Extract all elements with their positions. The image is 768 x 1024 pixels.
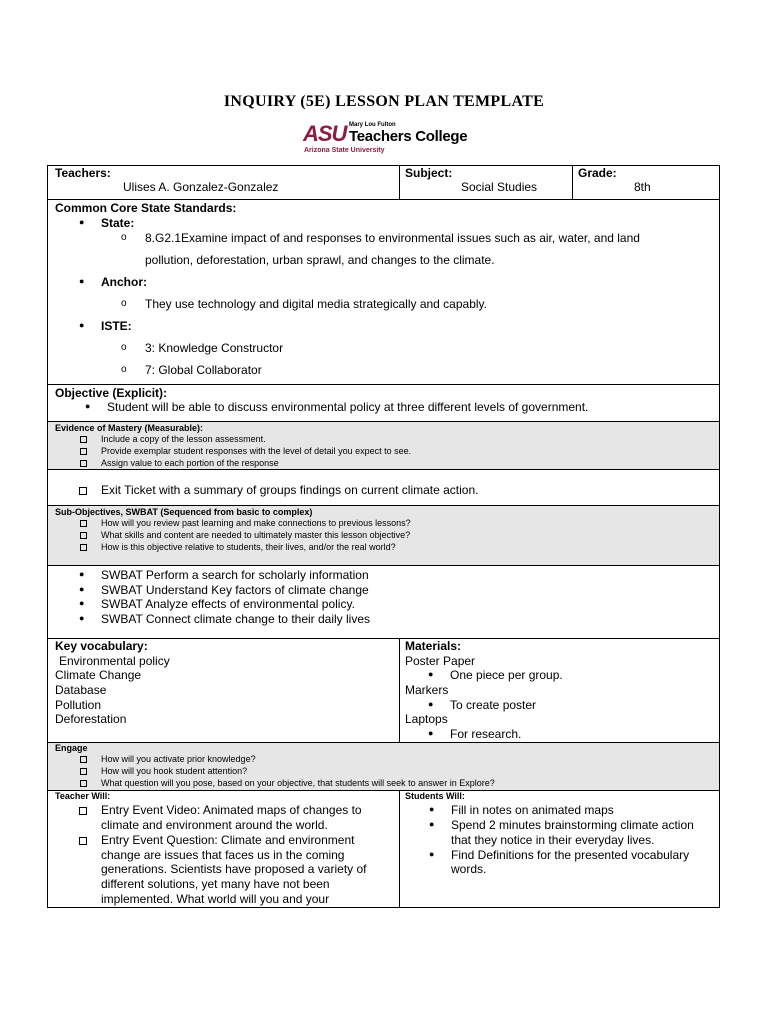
swbat-item: ● SWBAT Connect climate change to their daily lives	[101, 612, 370, 626]
engage-heading: Engage	[55, 743, 88, 753]
teacher-item-2-line2: change are issues that faces us in the coming	[101, 848, 345, 862]
logo-teachers-college: Teachers College	[349, 128, 468, 145]
material-poster-note: ● One piece per group.	[450, 668, 563, 682]
state-standard-line1: o 8.G2.1Examine impact of and responses to environmental issues such as air, water, and land	[145, 231, 640, 245]
iste-item: o 3: Knowledge Constructor	[145, 341, 283, 355]
state-standard-line2: pollution, deforestation, urban sprawl, and changes to the climate.	[145, 253, 495, 267]
teachers-value: Ulises A. Gonzalez-Gonzalez	[123, 180, 279, 194]
evidence-answer: Exit Ticket with a summary of groups findings on current climate action.	[101, 483, 479, 497]
engage-prompt: What question will you pose, based on your objective, that students will seek to answer in Explore?	[101, 778, 495, 788]
iste-item: o 7: Global Collaborator	[145, 363, 262, 377]
swbat-list	[47, 565, 720, 639]
objective-item: ● Student will be able to discuss environmental policy at three different levels of government.	[107, 400, 588, 414]
sub-objectives-heading: Sub-Objectives, SWBAT (Sequenced from basic to complex)	[55, 507, 313, 517]
logo-university-name: Arizona State University	[304, 147, 385, 154]
teacher-item-1-line2: climate and environment around the world.	[101, 818, 328, 832]
vocab-item: Pollution	[55, 698, 102, 712]
standards-section	[47, 199, 720, 385]
evidence-prompt: Provide exemplar student responses with the level of detail you expect to see.	[101, 446, 412, 456]
engage-activities-row	[47, 790, 720, 908]
objective-section	[47, 384, 720, 422]
swbat-item: ● SWBAT Understand Key factors of climate change	[101, 583, 369, 597]
state-label: ● State:	[101, 216, 134, 230]
teacher-will-label: Teacher Will:	[55, 791, 111, 801]
teacher-item-2-line1: Entry Event Question: Climate and environment	[101, 833, 355, 847]
teachers-label: Teachers:	[55, 166, 111, 180]
students-item-3-line2: words.	[451, 862, 487, 876]
swbat-item: ● SWBAT Perform a search for scholarly information	[101, 568, 369, 582]
materials-heading: Materials:	[405, 639, 462, 653]
material-laptops-note: ● For research.	[450, 727, 521, 741]
vocab-item: Environmental policy	[59, 654, 170, 668]
sub-objectives-prompt: How will you review past learning and make connections to previous lessons?	[101, 518, 411, 528]
grade-value: 8th	[634, 180, 651, 194]
students-item-1: ● Fill in notes on animated maps	[451, 803, 614, 817]
standards-heading: Common Core State Standards:	[55, 201, 237, 215]
evidence-prompt: Assign value to each portion of the response	[101, 458, 279, 468]
vocab-heading: Key vocabulary:	[55, 639, 148, 653]
evidence-answer-row	[47, 469, 720, 506]
iste-label: ● ISTE:	[101, 319, 132, 333]
vocab-item: Climate Change	[55, 668, 142, 682]
evidence-prompt: Include a copy of the lesson assessment.	[101, 434, 266, 444]
anchor-standard: o They use technology and digital media strategically and capably.	[145, 297, 487, 311]
header-row	[47, 165, 720, 200]
asu-teachers-college-logo	[303, 120, 473, 160]
sub-objectives-prompt: How is this objective relative to students, their lives, and/or the real world?	[101, 542, 396, 552]
material-laptops: Laptops	[405, 712, 448, 726]
vocab-item: Deforestation	[55, 712, 127, 726]
students-item-2-line2: that they notice in their everyday lives.	[451, 833, 655, 847]
anchor-label: ● Anchor:	[101, 275, 147, 289]
grade-label: Grade:	[578, 166, 617, 180]
evidence-prompts	[47, 421, 720, 470]
teacher-item-2-line4: different solutions, yet many have not been	[101, 877, 330, 891]
material-poster: Poster Paper	[405, 654, 476, 668]
vocab-item: Database	[55, 683, 107, 697]
students-item-3-line1: ● Find Definitions for the presented vocabulary	[451, 848, 689, 862]
teacher-item-1-line1: Entry Event Video: Animated maps of changes to	[101, 803, 362, 817]
asu-logo-mark: ASU	[303, 121, 347, 146]
sub-objectives-prompt: What skills and content are needed to ultimately master this lesson objective?	[101, 530, 411, 540]
students-item-2-line1: ● Spend 2 minutes brainstorming climate action	[451, 818, 694, 832]
students-will-label: Students Will:	[405, 791, 465, 801]
engage-prompts	[47, 742, 720, 791]
subject-label: Subject:	[405, 166, 453, 180]
material-markers: Markers	[405, 683, 449, 697]
sub-objectives-prompts	[47, 505, 720, 566]
teacher-item-2-line3: generations. Scientists have proposed a variety of	[101, 862, 367, 876]
page-title: INQUIRY (5E) LESSON PLAN TEMPLATE	[223, 93, 545, 110]
vocab-materials-row	[47, 638, 720, 743]
material-markers-note: ● To create poster	[450, 698, 536, 712]
logo-mary-lou-fulton: Mary Lou Fulton	[349, 122, 396, 128]
swbat-item: ● SWBAT Analyze effects of environmental policy.	[101, 597, 355, 611]
objective-heading: Objective (Explicit):	[55, 386, 168, 400]
subject-value: Social Studies	[461, 180, 538, 194]
engage-prompt: How will you activate prior knowledge?	[101, 754, 256, 764]
teacher-item-2-line5: implemented. What world will you and your	[101, 892, 330, 906]
evidence-heading: Evidence of Mastery (Measurable):	[55, 423, 204, 433]
engage-prompt: How will you hook student attention?	[101, 766, 248, 776]
